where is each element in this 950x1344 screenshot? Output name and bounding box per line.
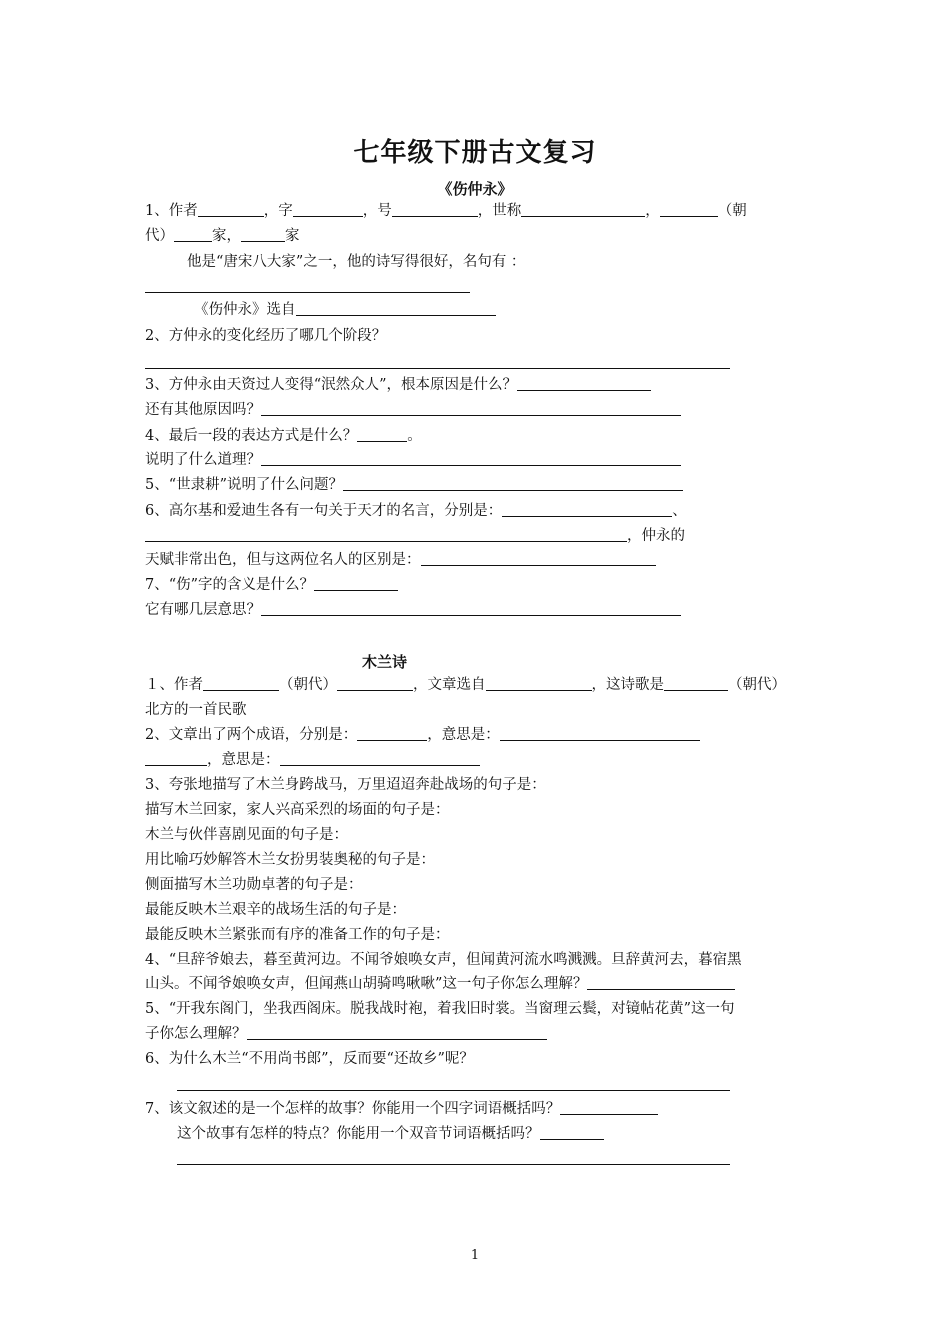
- s1-q1-line3: 他是“唐宋八大家”之一，他的诗写得很好，名句有 ：: [187, 254, 526, 270]
- s1-q7-line1: 7、“伤”字的含义是什么？: [145, 575, 398, 595]
- s2-q3-line6: 最能反映木兰艰辛的战场生活的句子是：: [145, 902, 406, 918]
- page-title: 七年级下册古文复习: [353, 138, 597, 168]
- s1-q3-line1: 3、方仲永由天资过人变得“泯然众人”，根本原因是什么？: [145, 375, 651, 395]
- blank-idiom-1-meaning[interactable]: [500, 726, 700, 741]
- blank-source[interactable]: [486, 676, 592, 691]
- s1-q4-line1: 4、最后一段的表达方式是什么？ 。: [145, 428, 422, 444]
- blank-quote-2[interactable]: [145, 527, 627, 542]
- blank-title[interactable]: [521, 202, 645, 217]
- section-title-shangzhongyong: 《伤仲永》: [437, 180, 513, 198]
- blank-difference[interactable]: [421, 551, 656, 566]
- blank-author[interactable]: [198, 202, 264, 217]
- blank-moral[interactable]: [261, 451, 681, 466]
- s2-q5-line2: 子你怎么理解？: [145, 1024, 547, 1044]
- s2-q7-line2: 这个故事有怎样的特点？你能用一个双音节词语概括吗？: [177, 1124, 604, 1144]
- blank-expression[interactable]: [357, 427, 407, 442]
- s2-q1-line1: １、作者 （朝代） ，文章选自 ，这诗歌是 （朝代）: [145, 677, 786, 693]
- s2-q4-line1: 4、“旦辞爷娘去，暮至黄河边。不闻爷娘唤女声，但闻黄河流水鸣溅溅。旦辞黄河去，暮宿黑: [145, 952, 742, 968]
- s1-q6-line3: 天赋非常出色，但与这两位名人的区别是：: [145, 550, 656, 570]
- answer-line[interactable]: [177, 1164, 730, 1165]
- blank-q4-answer[interactable]: [587, 975, 735, 990]
- s2-q1-line2: 北方的一首民歌: [145, 702, 247, 718]
- page-number: 1: [470, 1248, 480, 1263]
- s1-q1-line1: 1、作者 ，字 ，号 ，世称 ， （朝: [145, 203, 747, 219]
- blank-q5-answer[interactable]: [247, 1025, 547, 1040]
- blank-four-char-word[interactable]: [560, 1100, 658, 1115]
- answer-line[interactable]: [145, 292, 470, 293]
- s1-q1-source: 《伤仲永》选自: [194, 300, 496, 320]
- s1-q6-line2: ，仲永的: [145, 526, 685, 546]
- s2-q6: 6、为什么木兰“不用尚书郎”，反而要“还故乡”呢？: [145, 1051, 474, 1067]
- blank-identity-1[interactable]: [174, 227, 212, 242]
- blank-dynasty[interactable]: [660, 202, 718, 217]
- blank-root-cause[interactable]: [517, 376, 651, 391]
- s1-q1-line2: 代） 家， 家: [145, 228, 300, 244]
- blank-identity-2[interactable]: [241, 227, 285, 242]
- blank-idiom-2[interactable]: [145, 751, 207, 766]
- section-title-mulanshi: 木兰诗: [362, 653, 408, 671]
- s2-q2-line2: ，意思是：: [145, 750, 480, 770]
- s1-q7-line2: 它有哪几层意思？: [145, 600, 681, 620]
- s2-q3-line5: 侧面描写木兰功勋卓著的句子是：: [145, 877, 363, 893]
- blank-other-cause[interactable]: [261, 401, 681, 416]
- s2-q3-line3: 木兰与伙伴喜剧见面的句子是：: [145, 827, 348, 843]
- blank-idiom-2-meaning[interactable]: [280, 751, 480, 766]
- blank-art-name[interactable]: [392, 202, 478, 217]
- blank-courtesy-name[interactable]: [293, 202, 363, 217]
- s1-q4-line2: 说明了什么道理？: [145, 450, 681, 470]
- s2-q3-line7: 最能反映木兰紧张而有序的准备工作的句子是：: [145, 927, 450, 943]
- blank-two-syllable-word[interactable]: [540, 1125, 604, 1140]
- s2-q5-line1: 5、“开我东阁门，坐我西阁床。脱我战时袍，着我旧时裳。当窗理云鬓，对镜帖花黄”这一句: [145, 1001, 735, 1017]
- blank-q5[interactable]: [343, 476, 683, 491]
- blank-quote-1[interactable]: [502, 502, 672, 517]
- blank-poem-dynasty[interactable]: [664, 676, 728, 691]
- s2-q3-line2: 描写木兰回家，家人兴高采烈的场面的句子是：: [145, 802, 450, 818]
- answer-line[interactable]: [177, 1090, 730, 1091]
- s2-q7-line1: 7、该文叙述的是一个怎样的故事？你能用一个四字词语概括吗？: [145, 1099, 658, 1119]
- blank-shang-layers[interactable]: [261, 601, 681, 616]
- s2-q2-line1: 2、文章出了两个成语，分别是： ，意思是：: [145, 725, 700, 745]
- answer-line[interactable]: [145, 368, 730, 369]
- s2-q3-line1: 3、夸张地描写了木兰身跨战马，万里迢迢奔赴战场的句子是：: [145, 777, 546, 793]
- s2-q3-line4: 用比喻巧妙解答木兰女扮男装奥秘的句子是：: [145, 852, 435, 868]
- blank-idiom-1[interactable]: [357, 726, 427, 741]
- s2-q4-line2: 山头。不闻爷娘唤女声，但闻燕山胡骑鸣啾啾”这一句子你怎么理解？: [145, 974, 735, 994]
- s1-q2: 2、方仲永的变化经历了哪几个阶段？: [145, 328, 387, 344]
- blank-shang-meaning[interactable]: [314, 576, 398, 591]
- blank-source[interactable]: [296, 301, 496, 316]
- blank-dynasty[interactable]: [337, 676, 413, 691]
- s1-q5: 5、“世隶耕”说明了什么问题？: [145, 475, 683, 495]
- blank-author[interactable]: [203, 676, 279, 691]
- s1-q6-line1: 6、高尔基和爱迪生各有一句关于天才的名言，分别是： 、: [145, 503, 687, 519]
- s1-q3-line2: 还有其他原因吗？: [145, 400, 681, 420]
